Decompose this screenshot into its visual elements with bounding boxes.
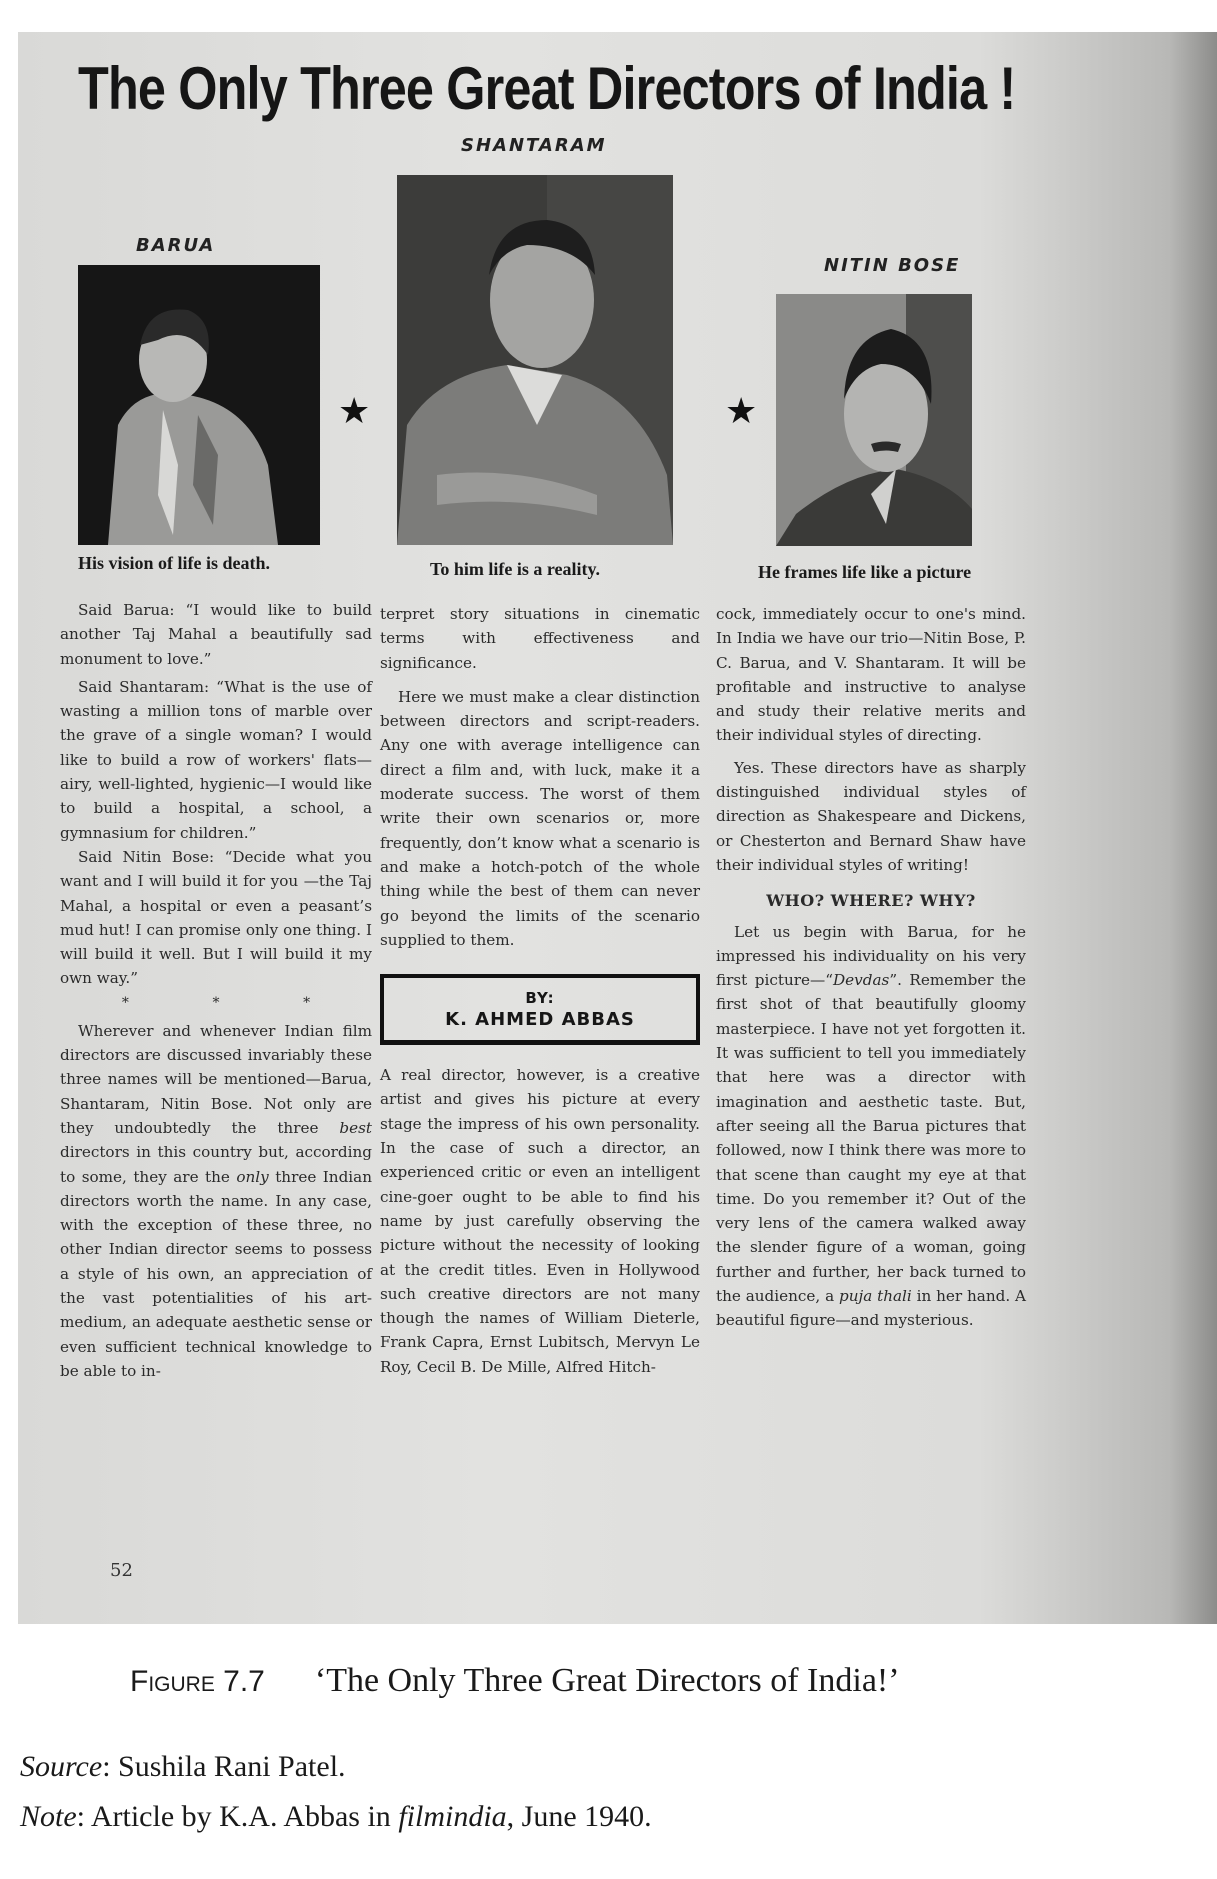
paragraph: cock, immediately occur to one's mind. In India we have our trio—Nitin Bose, P. C. Barua, and V. Shantaram. It will be profitable and instructive to analyse and study their relative merits and their individual styles of directing.: [716, 605, 1026, 745]
photo-shantaram: [397, 175, 673, 545]
caption-shantaram: To him life is a reality.: [430, 559, 601, 579]
paragraph: Yes. These directors have as sharply distinguished individual styles of direction as Shakespeare and Dickens, or Chesterton and Bernard Shaw have their individual styles of writing!: [716, 758, 1026, 874]
emphasis-text: only: [236, 1167, 269, 1186]
note-text: : Article by K.A. Abbas in: [76, 1800, 399, 1833]
emphasis-text: puja thali: [839, 1287, 912, 1306]
text-run: ”. Remember the first shot of that beautifully gloomy masterpiece. I have not yet forgotten it. It was sufficient to tell you immediately that here was a director with imagination and aesthetic taste. But, after seeing all the Barua pictures that followed, now I think there was more to that scene than caught my eye at that time. Do you remember it? Out of the very lens of the camera walked away the slender figure of a woman, going further and further, her back turned to the audience, a: [716, 971, 1026, 1306]
director-name-shantaram: SHANTARAM: [461, 135, 607, 156]
article-column-1: [60, 598, 372, 1383]
source-label: Source: [20, 1750, 103, 1783]
byline-box: [380, 974, 700, 1045]
director-name-barua: BARUA: [136, 235, 216, 256]
text-run: directors in this country but, according to some, they are the: [60, 1143, 372, 1186]
note-label: Note: [20, 1800, 77, 1833]
paragraph: Said Nitin Bose: “Decide what you want and I will build it for you —the Taj Mahal, a hospital or even a peasant’s mud hut! I can promise only one thing. I will build it well. But I will build it my own way.”: [60, 847, 372, 988]
text-run: in her hand. A beautiful figure—and mysterious.: [716, 1287, 1026, 1330]
text-run: three Indian directors worth the name. In any case, with the exception of these three, no other Indian director seems to possess a style of his own, an appreciation of the vast potentialities of his art-medium, an adequate aesthetic sense or even sufficient technical knowledge to be able to in-: [60, 1167, 372, 1380]
figure-label: Figure 7.7: [130, 1665, 265, 1698]
star-ornament-icon: ★: [338, 391, 371, 432]
separator-asterisk: *: [121, 994, 129, 1011]
text-run: Let us begin with Barua, for he impressed his individuality on his very first picture—“: [716, 922, 1026, 990]
paragraph: Said Shantaram: “What is the use of wasting a million tons of marble over the grave of a single woman? I would like to build a row of workers' flats—airy, well-lighted, hygienic—I would like to build a hospital, a school, a gymnasium for children.”: [60, 677, 372, 842]
article-column-3: [716, 602, 1217, 1333]
photo-barua: [78, 265, 320, 545]
byline-label: BY:: [525, 989, 555, 1008]
figure-source: [20, 1750, 346, 1784]
paragraph: A real director, however, is a creative artist and gives his picture at every stage the impress of his own personality. In the case of such a director, an experienced critic or even an intelligent cine-goer ought to be able to find his name by just carefully observing the picture without the necessity of looking at the credit titles. Even in Hollywood such creative directors are not many though the names of William Dieterle, Frank Capra, Ernst Lubitsch, Mervyn Le Roy, Cecil B. De Mille, Alfred Hitch-: [380, 1066, 700, 1376]
emphasis-text: best: [339, 1118, 372, 1137]
portrait-shantaram-image: [397, 175, 673, 545]
figure-note: [20, 1800, 652, 1834]
paragraph: Here we must make a clear distinction between directors and script-readers. Any one with average intelligence can direct a film and, with luck, make it a moderate success. The worst of them write their own scenarios or, more frequently, don’t know what a scenario is and make a hotch-potch of the whole thing while the best of them can never go beyond the limits of the scenario supplied to them.: [380, 687, 700, 949]
caption-nitin-bose: He frames life like a picture: [758, 562, 972, 582]
paragraph: [716, 920, 1026, 1333]
emphasis-text: Devdas: [832, 971, 890, 990]
separator-asterisk: *: [303, 994, 311, 1011]
magazine-page-scan: [18, 32, 1217, 1624]
note-publication: filmindia: [398, 1800, 507, 1833]
caption-barua: His vision of life is death.: [78, 553, 271, 573]
source-text: : Sushila Rani Patel.: [102, 1750, 346, 1783]
paragraph: Said Barua: “I would like to build another Taj Mahal a beautifully sad monument to love.”: [60, 601, 372, 668]
star-ornament-icon: ★: [725, 391, 758, 432]
page-number: 52: [110, 1560, 133, 1581]
section-separator: [60, 991, 372, 1015]
text-run: Wherever and whenever Indian film directors are discussed invariably these three names will be mentioned—Barua, Shantaram, Nitin Bose. Not only are they undoubtedly the three: [60, 1021, 372, 1137]
paragraph: terpret story situations in cinematic terms with effectiveness and significance.: [380, 605, 700, 672]
article-headline: The Only Three Great Directors of India !: [78, 55, 1016, 122]
portrait-nitin-bose-image: [776, 294, 972, 546]
director-name-nitin-bose: NITIN BOSE: [824, 255, 961, 276]
byline-author: K. AHMED ABBAS: [445, 1009, 635, 1031]
photo-nitin-bose: [776, 294, 972, 546]
figure-title: ‘The Only Three Great Directors of India!’: [314, 1662, 900, 1699]
separator-asterisk: *: [212, 994, 220, 1011]
note-text: , June 1940.: [506, 1800, 652, 1833]
article-column-2: [380, 602, 700, 1379]
figure-caption: [130, 1662, 900, 1700]
section-subhead: WHO? WHERE? WHY?: [766, 891, 976, 911]
portrait-barua-image: [78, 265, 320, 545]
paragraph: [60, 1019, 372, 1383]
